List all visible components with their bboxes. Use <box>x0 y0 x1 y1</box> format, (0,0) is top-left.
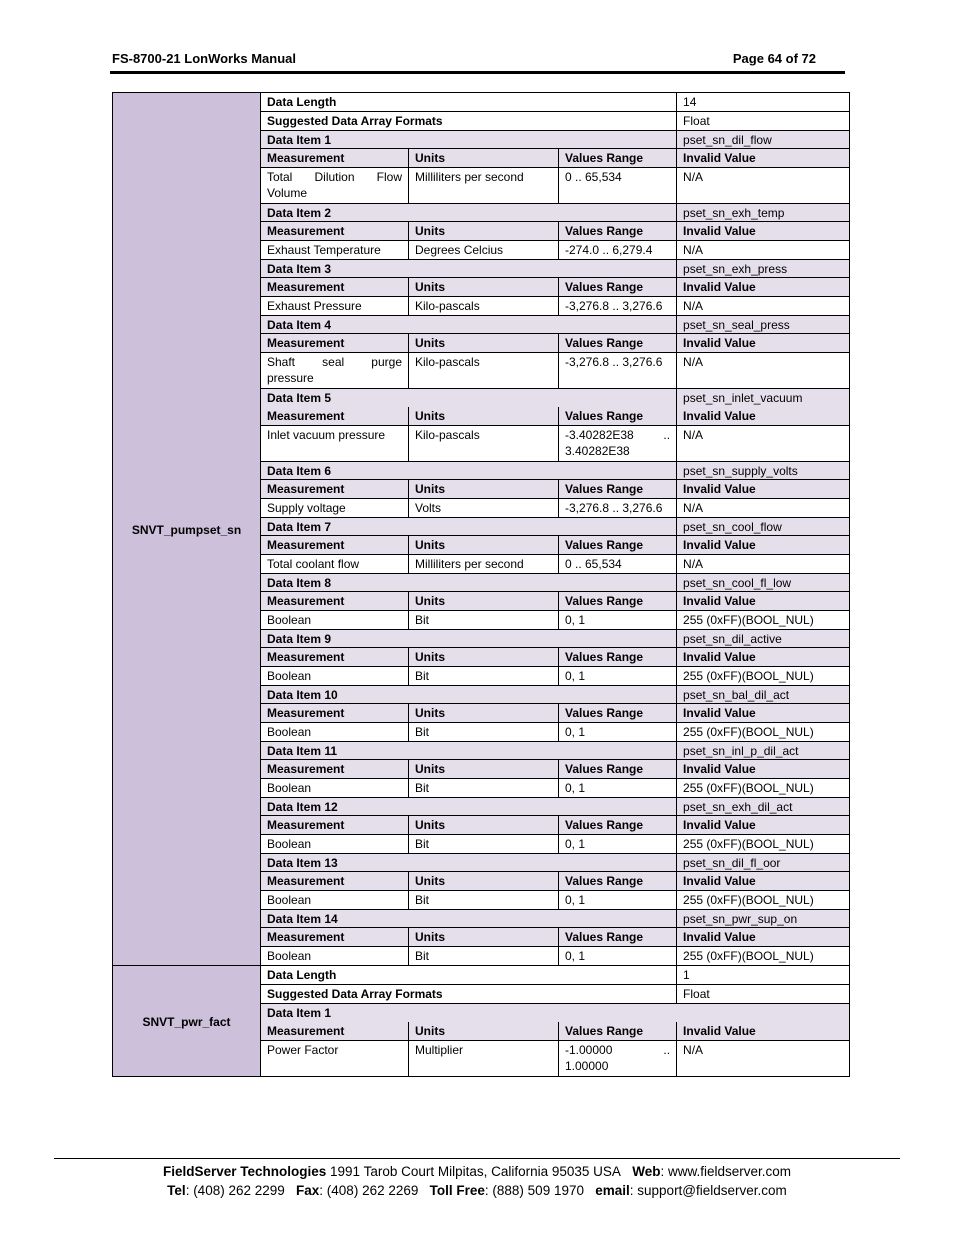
range-min: -1.00000 <box>565 1043 613 1057</box>
units-cell: Bit <box>409 835 559 854</box>
measurement-header: Measurement <box>261 1022 409 1041</box>
units-cell: Multiplier <box>409 1041 559 1077</box>
measurement-cell: Boolean <box>261 723 409 742</box>
range-max: 3.40282E38 <box>565 444 630 458</box>
measurement-header: Measurement <box>261 872 409 891</box>
values-range-cell: -3,276.8 .. 3,276.6 <box>559 353 677 389</box>
invalid-value-cell: N/A <box>677 426 850 462</box>
invalid-value-cell: 255 (0xFF)(BOOL_NUL) <box>677 779 850 798</box>
measurement-cell: Total Dilution Flow Volume <box>261 168 409 204</box>
formats-label: Suggested Data Array Formats <box>261 985 677 1004</box>
units-cell: Bit <box>409 667 559 686</box>
measurement-header: Measurement <box>261 407 409 426</box>
values-range-cell: 0, 1 <box>559 667 677 686</box>
footer-tel-label: Tel <box>167 1183 186 1198</box>
data-item-field: pset_sn_inlet_vacuum <box>677 389 850 407</box>
invalid-value-header: Invalid Value <box>677 334 850 353</box>
invalid-value-cell: 255 (0xFF)(BOOL_NUL) <box>677 835 850 854</box>
measurement-cell: Boolean <box>261 947 409 966</box>
units-header: Units <box>409 928 559 947</box>
data-item-field: pset_sn_dil_active <box>677 630 850 648</box>
footer-web[interactable]: : www.fieldserver.com <box>660 1164 792 1179</box>
invalid-value-header: Invalid Value <box>677 928 850 947</box>
invalid-value-header: Invalid Value <box>677 760 850 779</box>
data-item-label: Data Item 12 <box>261 798 677 816</box>
footer-email[interactable]: : support@fieldserver.com <box>629 1183 787 1198</box>
units-header: Units <box>409 407 559 426</box>
data-length-value: 1 <box>677 966 850 985</box>
values-range-header: Values Range <box>559 536 677 555</box>
data-item-field: pset_sn_dil_fl_oor <box>677 854 850 872</box>
footer-address: 1991 Tarob Court Milpitas, California 95035 USA <box>330 1164 621 1179</box>
units-header: Units <box>409 872 559 891</box>
measurement-cell: Boolean <box>261 779 409 798</box>
invalid-value-header: Invalid Value <box>677 592 850 611</box>
measurement-cell: Boolean <box>261 667 409 686</box>
snvt-table <box>112 92 850 1077</box>
values-range-header: Values Range <box>559 872 677 891</box>
invalid-value-cell: N/A <box>677 297 850 316</box>
footer-tollfree: : (888) 509 1970 <box>484 1183 584 1198</box>
units-header: Units <box>409 536 559 555</box>
data-item-label: Data Item 6 <box>261 462 677 480</box>
range-max: 1.00000 <box>565 1059 609 1073</box>
data-length-value: 14 <box>677 93 850 112</box>
measurement-cell: Boolean <box>261 891 409 910</box>
type-name-pwr-fact: SNVT_pwr_fact <box>113 966 261 1077</box>
data-item-label: Data Item 9 <box>261 630 677 648</box>
values-range-cell: 0 .. 65,534 <box>559 555 677 574</box>
footer-fax-label: Fax <box>296 1183 320 1198</box>
data-length-row <box>113 93 850 112</box>
values-range-cell: 0 .. 65,534 <box>559 168 677 204</box>
data-item-field: pset_sn_supply_volts <box>677 462 850 480</box>
invalid-value-cell: N/A <box>677 168 850 204</box>
values-range-header: Values Range <box>559 928 677 947</box>
range-min: -3.40282E38 <box>565 428 634 442</box>
measurement-header: Measurement <box>261 480 409 499</box>
measurement-header: Measurement <box>261 334 409 353</box>
invalid-value-cell: 255 (0xFF)(BOOL_NUL) <box>677 891 850 910</box>
data-item-label: Data Item 5 <box>261 389 677 407</box>
units-cell: Bit <box>409 947 559 966</box>
data-item-field: pset_sn_pwr_sup_on <box>677 910 850 928</box>
values-range-cell: -3,276.8 .. 3,276.6 <box>559 499 677 518</box>
data-item-field: pset_sn_exh_dil_act <box>677 798 850 816</box>
units-header: Units <box>409 480 559 499</box>
page-header <box>112 50 816 68</box>
invalid-value-header: Invalid Value <box>677 704 850 723</box>
footer-rule <box>54 1158 900 1159</box>
data-item-label: Data Item 1 <box>261 1004 850 1022</box>
type-name-pumpset: SNVT_pumpset_sn <box>113 93 261 966</box>
measurement-cell: Boolean <box>261 835 409 854</box>
values-range-header: Values Range <box>559 407 677 426</box>
data-item-label: Data Item 8 <box>261 574 677 592</box>
data-item-field: pset_sn_cool_flow <box>677 518 850 536</box>
invalid-value-header: Invalid Value <box>677 536 850 555</box>
data-item-label: Data Item 13 <box>261 854 677 872</box>
units-cell: Kilo-pascals <box>409 297 559 316</box>
formats-value: Float <box>677 985 850 1004</box>
footer-web-label: Web <box>632 1164 661 1179</box>
units-header: Units <box>409 278 559 297</box>
measurement-header: Measurement <box>261 816 409 835</box>
manual-title: FS-8700-21 LonWorks Manual <box>112 51 296 66</box>
measurement-header: Measurement <box>261 704 409 723</box>
units-cell: Bit <box>409 611 559 630</box>
measurement-cell: Inlet vacuum pressure <box>261 426 409 462</box>
measurement-header: Measurement <box>261 536 409 555</box>
units-header: Units <box>409 648 559 667</box>
footer-company: FieldServer Technologies <box>162 1164 327 1179</box>
values-range-header: Values Range <box>559 480 677 499</box>
invalid-value-header: Invalid Value <box>677 648 850 667</box>
units-cell: Kilo-pascals <box>409 426 559 462</box>
values-range-cell: 0, 1 <box>559 891 677 910</box>
values-range-cell: 0, 1 <box>559 947 677 966</box>
values-range-header: Values Range <box>559 816 677 835</box>
units-cell: Volts <box>409 499 559 518</box>
measurement-header: Measurement <box>261 648 409 667</box>
data-item-field: pset_sn_exh_temp <box>677 204 850 222</box>
units-header: Units <box>409 149 559 168</box>
invalid-value-cell: N/A <box>677 499 850 518</box>
values-range-cell: -274.0 .. 6,279.4 <box>559 241 677 260</box>
values-range-header: Values Range <box>559 1022 677 1041</box>
units-cell: Degrees Celcius <box>409 241 559 260</box>
data-item-label: Data Item 7 <box>261 518 677 536</box>
values-range-header: Values Range <box>559 334 677 353</box>
measurement-header: Measurement <box>261 928 409 947</box>
invalid-value-header: Invalid Value <box>677 278 850 297</box>
values-range-header: Values Range <box>559 760 677 779</box>
values-range-header: Values Range <box>559 704 677 723</box>
values-range-cell: 0, 1 <box>559 835 677 854</box>
invalid-value-header: Invalid Value <box>677 872 850 891</box>
formats-value: Float <box>677 112 850 131</box>
invalid-value-header: Invalid Value <box>677 816 850 835</box>
invalid-value-cell: 255 (0xFF)(BOOL_NUL) <box>677 947 850 966</box>
invalid-value-cell: N/A <box>677 241 850 260</box>
data-item-field: pset_sn_inl_p_dil_act <box>677 742 850 760</box>
measurement-header: Measurement <box>261 278 409 297</box>
values-range-header: Values Range <box>559 648 677 667</box>
measurement-header: Measurement <box>261 592 409 611</box>
units-header: Units <box>409 222 559 241</box>
invalid-value-header: Invalid Value <box>677 480 850 499</box>
units-header: Units <box>409 816 559 835</box>
formats-label: Suggested Data Array Formats <box>261 112 677 131</box>
measurement-header: Measurement <box>261 760 409 779</box>
invalid-value-header: Invalid Value <box>677 222 850 241</box>
measurement-cell: Exhaust Temperature <box>261 241 409 260</box>
footer-line-1 <box>54 1163 900 1181</box>
data-length-label: Data Length <box>261 93 677 112</box>
values-range-header: Values Range <box>559 222 677 241</box>
units-cell: Bit <box>409 891 559 910</box>
invalid-value-header: Invalid Value <box>677 149 850 168</box>
invalid-value-cell: 255 (0xFF)(BOOL_NUL) <box>677 723 850 742</box>
units-cell: Milliliters per second <box>409 168 559 204</box>
units-cell: Bit <box>409 723 559 742</box>
measurement-cell: Exhaust Pressure <box>261 297 409 316</box>
invalid-value-cell: N/A <box>677 1041 850 1077</box>
units-header: Units <box>409 334 559 353</box>
header-rule <box>110 71 845 74</box>
data-item-field: pset_sn_cool_fl_low <box>677 574 850 592</box>
values-range-header: Values Range <box>559 278 677 297</box>
invalid-value-header: Invalid Value <box>677 407 850 426</box>
measurement-cell: Boolean <box>261 611 409 630</box>
data-length-label: Data Length <box>261 966 677 985</box>
measurement-cell: Supply voltage <box>261 499 409 518</box>
data-item-field: pset_sn_seal_press <box>677 316 850 334</box>
data-item-label: Data Item 10 <box>261 686 677 704</box>
values-range-cell <box>559 1041 677 1077</box>
invalid-value-cell: 255 (0xFF)(BOOL_NUL) <box>677 611 850 630</box>
values-range-header: Values Range <box>559 149 677 168</box>
invalid-value-cell: N/A <box>677 555 850 574</box>
data-item-label: Data Item 4 <box>261 316 677 334</box>
measurement-cell: Power Factor <box>261 1041 409 1077</box>
units-cell: Bit <box>409 779 559 798</box>
values-range-cell: 0, 1 <box>559 611 677 630</box>
data-item-label: Data Item 1 <box>261 131 677 149</box>
page-number: Page 64 of 72 <box>732 51 816 66</box>
values-range-cell: -3,276.8 .. 3,276.6 <box>559 297 677 316</box>
measurement-cell: Shaft seal purge pressure <box>261 353 409 389</box>
range-separator: .. <box>663 428 671 442</box>
invalid-value-header: Invalid Value <box>677 1022 850 1041</box>
values-range-cell <box>559 426 677 462</box>
footer-email-label: email <box>595 1183 630 1198</box>
data-item-field: pset_sn_bal_dil_act <box>677 686 850 704</box>
units-header: Units <box>409 760 559 779</box>
data-item-label: Data Item 3 <box>261 260 677 278</box>
units-header: Units <box>409 704 559 723</box>
invalid-value-cell: 255 (0xFF)(BOOL_NUL) <box>677 667 850 686</box>
measurement-header: Measurement <box>261 222 409 241</box>
values-range-cell: 0, 1 <box>559 723 677 742</box>
units-header: Units <box>409 1022 559 1041</box>
units-cell: Milliliters per second <box>409 555 559 574</box>
footer-tel: : (408) 262 2299 <box>185 1183 285 1198</box>
data-length-row <box>113 966 850 985</box>
snvt-table-wrap <box>112 92 850 1077</box>
values-range-header: Values Range <box>559 592 677 611</box>
invalid-value-cell: N/A <box>677 353 850 389</box>
units-header: Units <box>409 592 559 611</box>
data-item-label: Data Item 14 <box>261 910 677 928</box>
data-item-label: Data Item 11 <box>261 742 677 760</box>
data-item-field: pset_sn_exh_press <box>677 260 850 278</box>
range-separator: .. <box>663 1043 671 1057</box>
footer-tollfree-label: Toll Free <box>429 1183 485 1198</box>
units-cell: Kilo-pascals <box>409 353 559 389</box>
data-item-label: Data Item 2 <box>261 204 677 222</box>
data-item-field: pset_sn_dil_flow <box>677 131 850 149</box>
footer-line-2 <box>54 1182 900 1200</box>
measurement-header: Measurement <box>261 149 409 168</box>
measurement-cell: Total coolant flow <box>261 555 409 574</box>
snvt-table-body <box>113 93 850 1077</box>
footer-fax: : (408) 262 2269 <box>319 1183 419 1198</box>
values-range-cell: 0, 1 <box>559 779 677 798</box>
